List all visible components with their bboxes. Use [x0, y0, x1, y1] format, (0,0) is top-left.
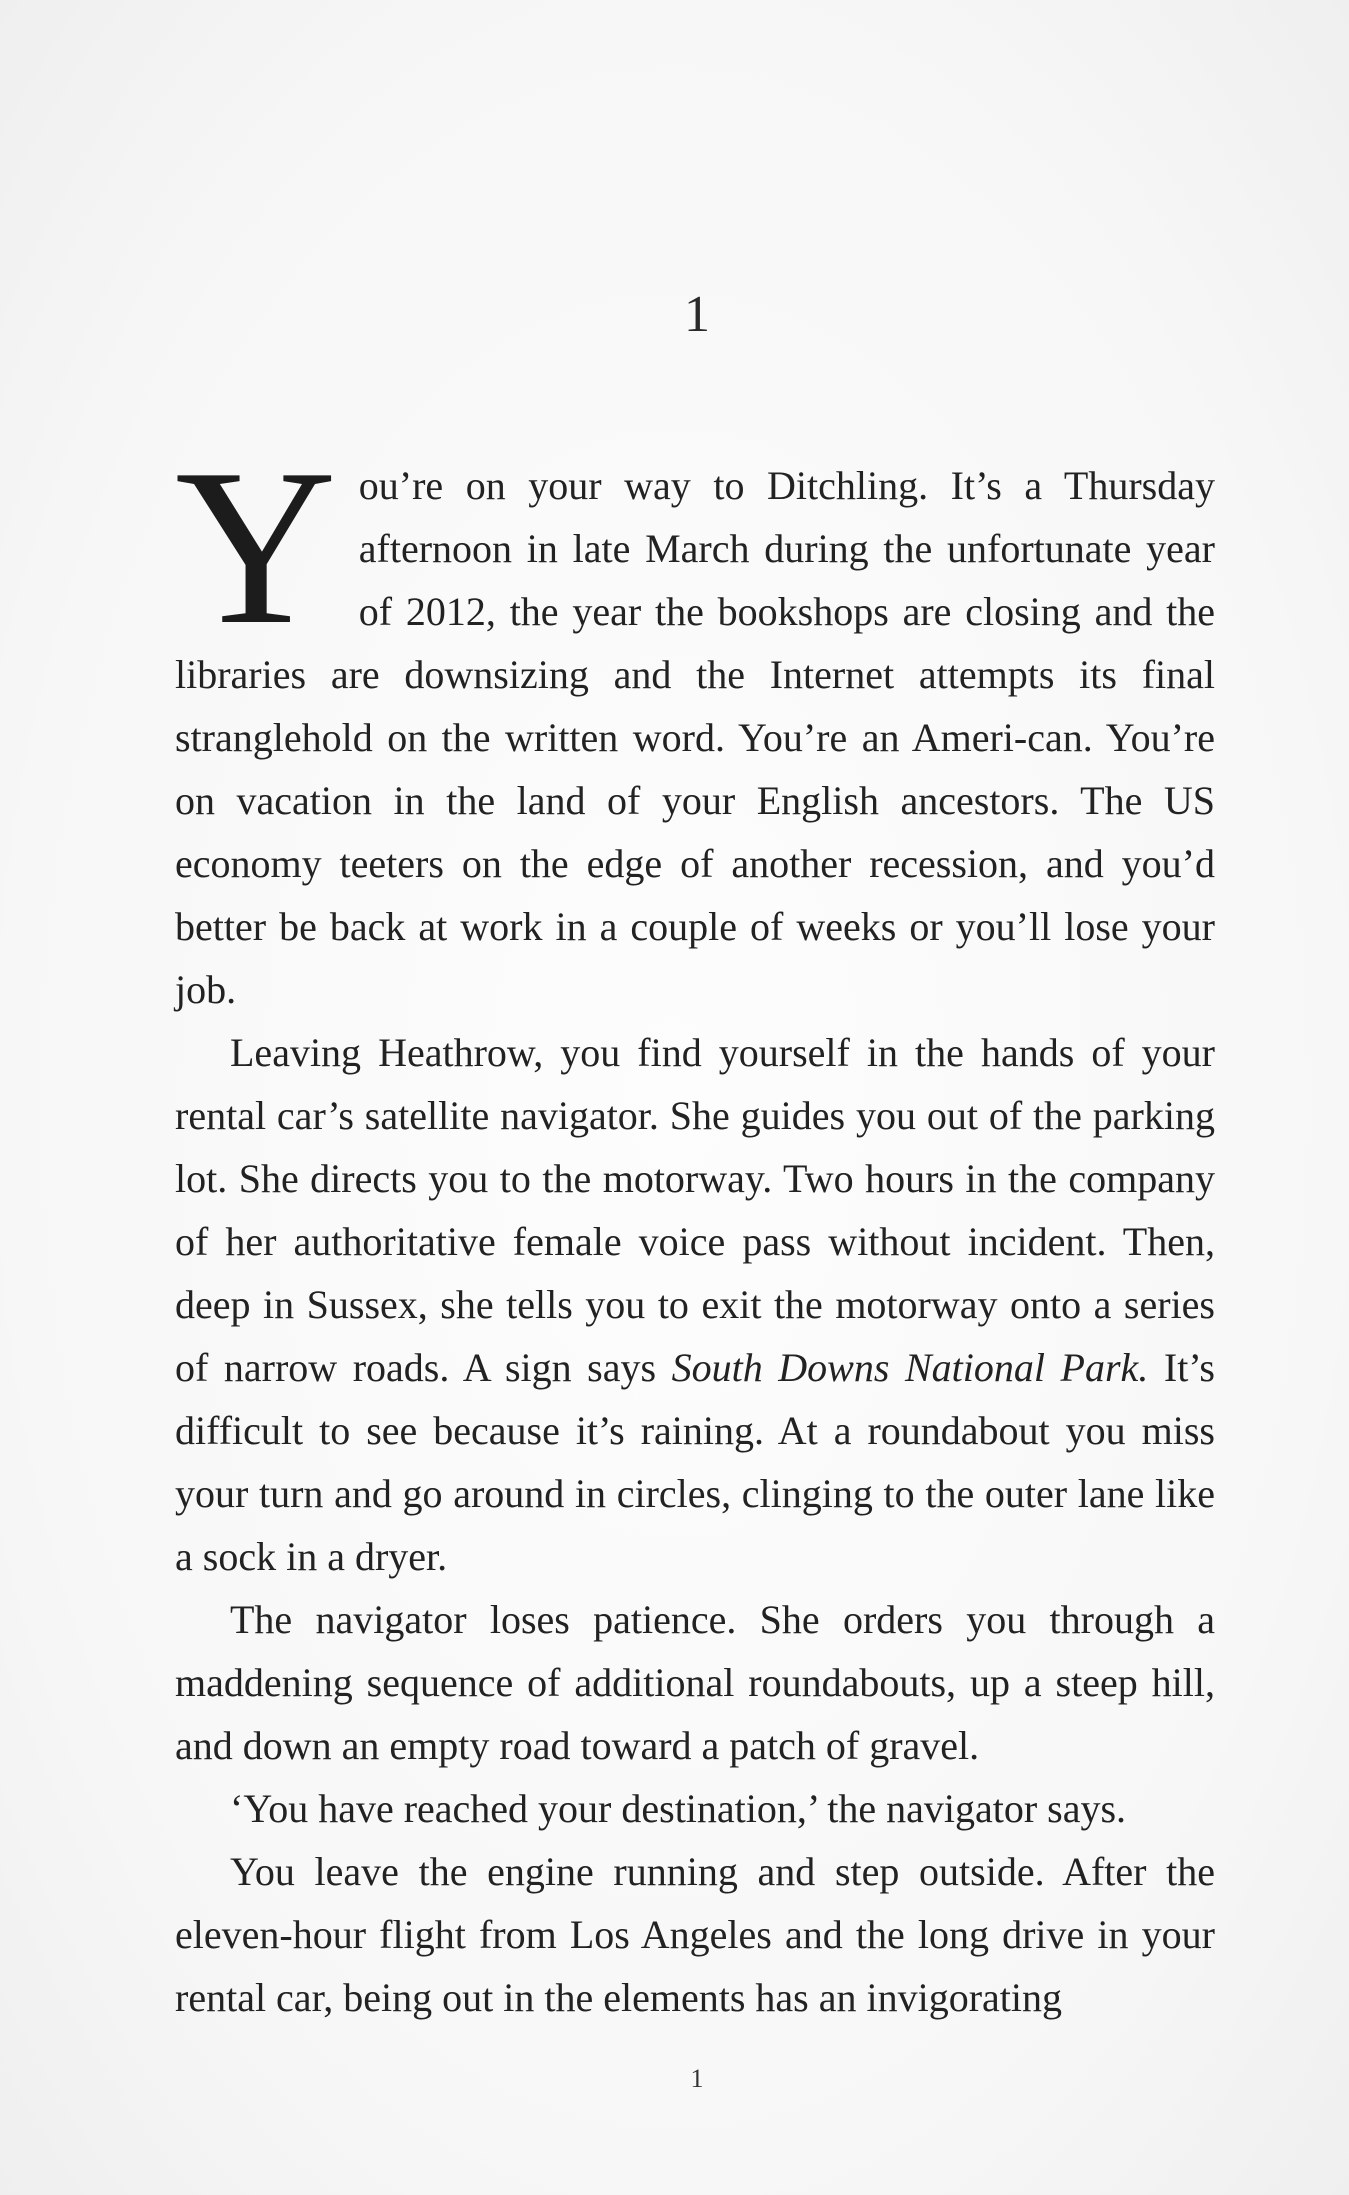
paragraph-1: [175, 423, 1215, 1021]
paragraph-2: [175, 1021, 1215, 1588]
paragraph-3: The navigator loses patience. She orders you through a maddening sequence of additional roundabouts, up a steep hill, and down an empty road toward a patch of gravel.: [175, 1597, 1215, 1768]
sign-text: South Downs National Park.: [671, 1345, 1149, 1390]
chapter-body: [175, 423, 1215, 2029]
paragraph-4: ‘You have reached your destination,’ the navigator says.: [230, 1786, 1127, 1831]
drop-cap: Y: [175, 423, 337, 671]
paragraph-5: You leave the engine running and step outside. After the eleven-hour flight from Los Angeles and the long drive in your rental car, being out in the elements has an invigorating: [175, 1849, 1215, 2020]
paragraph-2-text-before: Leaving Heathrow, you find yourself in the hands of your rental car’s satellite navigator. She guides you out of the parking lot. She directs you to the motorway. Two hours in the company of her authoritative female voice pass without incident. Then, deep in Sussex, she tells you to exit the motorway onto a series of narrow roads. A sign says: [175, 1030, 1215, 1390]
paragraph-1-text: ou’re on your way to Ditchling. It’s a Thursday afternoon in late March during the unfortunate year of 2012, the year the bookshops are closing and the libraries are downsizing and the Internet attempts its final stranglehold on the written word. You’re an Ameri-can. You’re on vacation in the land of your English ancestors. The US economy teeters on the edge of another recession, and you’d better be back at work in a couple of weeks or you’ll lose your job.: [175, 463, 1215, 1012]
page-number: 1: [690, 2064, 704, 2093]
paragraph-2-text-after: It’s difficult to see because it’s raining. At a roundabout you miss your turn and go around in circles, clinging to the outer lane like a sock in a dryer.: [175, 1345, 1215, 1579]
chapter-number: 1: [684, 286, 710, 343]
